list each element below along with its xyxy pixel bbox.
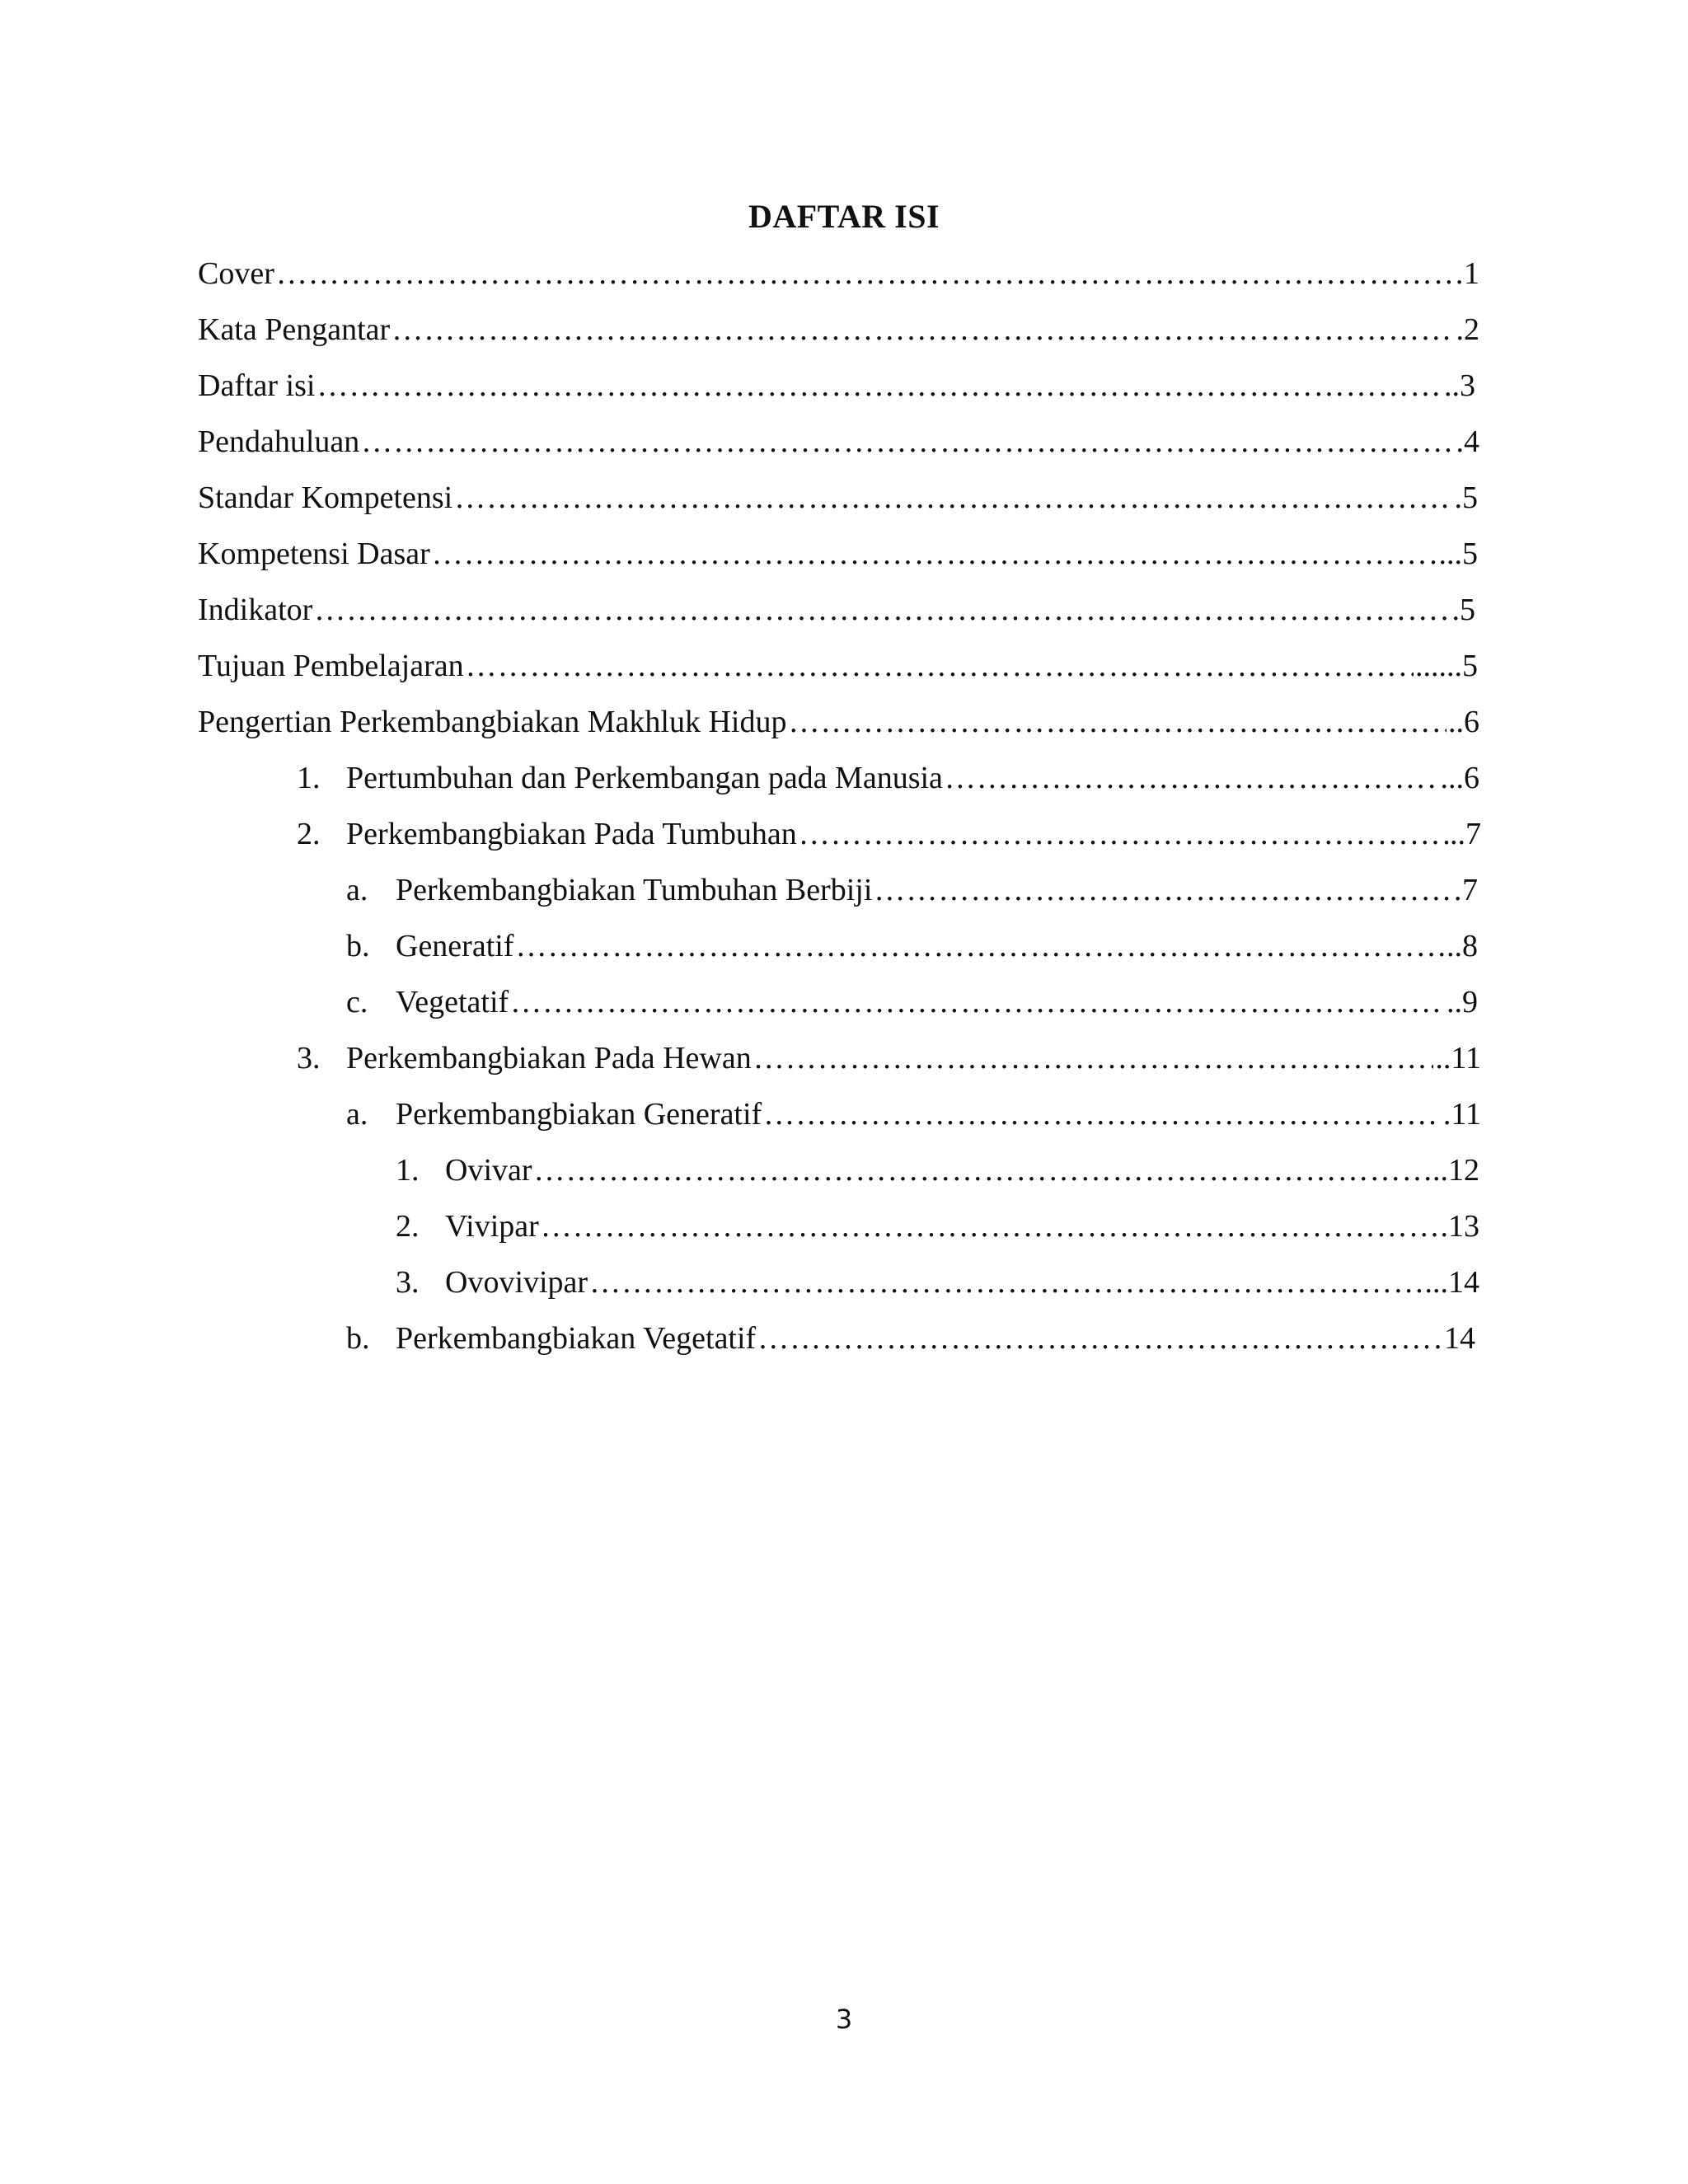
toc-entry-label: Tujuan Pembelajaran <box>198 649 464 683</box>
toc-entry <box>198 644 1478 687</box>
toc-entry-page: .5 <box>1454 480 1478 515</box>
toc-entry-label: Perkembangbiakan Pada Hewan <box>346 1041 752 1076</box>
toc-leader-dots <box>316 364 1442 407</box>
toc-entry <box>396 1261 1479 1304</box>
toc-entry-page: .5 <box>1451 593 1475 627</box>
toc-entry-label: Standar Kompetensi <box>198 480 453 515</box>
toc-entry-number: c. <box>346 985 368 1019</box>
toc-entry-page: ..9 <box>1447 985 1478 1019</box>
toc-entry <box>198 588 1475 631</box>
toc-entry-number: 1. <box>297 761 321 795</box>
toc-entry-number: a. <box>346 1097 368 1132</box>
toc-leader-dots <box>589 1261 1423 1304</box>
toc-entry-page: ..12 <box>1432 1153 1479 1188</box>
toc-leader-dots <box>276 252 1462 295</box>
toc-entry <box>297 1037 1481 1080</box>
toc-entry-page: 7 <box>1462 873 1478 907</box>
toc-entry-label: Indikator <box>198 593 313 627</box>
toc-entry-label: Daftar isi <box>198 368 316 403</box>
toc-entry-number: b. <box>346 929 370 963</box>
toc-entry-label: Perkembangbiakan Pada Tumbuhan <box>346 817 797 851</box>
toc-entry-number: 2. <box>396 1209 420 1244</box>
toc-leader-dots <box>757 1317 1442 1360</box>
toc-leader-dots <box>466 644 1414 687</box>
toc-entry <box>198 532 1478 575</box>
toc-entry-page: ..7 <box>1450 817 1481 851</box>
toc-entry-number: 1. <box>396 1153 420 1188</box>
toc-entry <box>198 364 1475 407</box>
toc-leader-dots <box>874 869 1461 912</box>
toc-entry-page: ..3 <box>1444 368 1475 403</box>
toc-entry-page: ...14 <box>1424 1265 1479 1300</box>
toc-entry <box>198 252 1479 295</box>
toc-leader-dots <box>788 701 1447 743</box>
toc-leader-dots <box>753 1037 1434 1080</box>
toc-entry <box>297 757 1479 799</box>
toc-entry-page: 1 <box>1464 256 1479 291</box>
toc-leader-dots <box>515 925 1445 968</box>
toc-entry-number: b. <box>346 1321 370 1356</box>
toc-entry <box>346 925 1478 968</box>
toc-entry <box>346 981 1478 1024</box>
toc-entry-page: ..6 <box>1448 705 1479 739</box>
toc-entry-page: ...5 <box>1438 537 1478 571</box>
toc-leader-dots <box>314 588 1450 631</box>
toc-entry-label: Ovivar <box>445 1153 532 1188</box>
toc-entry <box>396 1205 1479 1248</box>
toc-entry-number: 3. <box>396 1265 420 1300</box>
toc-entry <box>396 1149 1479 1192</box>
toc-entry <box>297 813 1481 855</box>
toc-entry <box>346 869 1478 912</box>
toc-entry-label: Generatif <box>396 929 514 963</box>
toc-leader-dots <box>799 813 1448 855</box>
toc-entry-number: 3. <box>297 1041 321 1076</box>
toc-entry-page: ..11 <box>1435 1041 1481 1076</box>
toc-entry-label: Vivipar <box>445 1209 539 1244</box>
toc-entry-label: Pengertian Perkembangbiakan Makhluk Hidup <box>198 705 787 739</box>
toc-entry-page: .4 <box>1456 424 1479 459</box>
toc-entry-label: Cover <box>198 256 274 291</box>
toc-entry-page: 14 <box>1444 1321 1475 1356</box>
toc-entry-label: Perkembangbiakan Tumbuhan Berbiji <box>396 873 873 907</box>
toc-entry-page: ...6 <box>1440 761 1479 795</box>
toc-leader-dots <box>361 420 1454 463</box>
toc-entry-label: Pendahuluan <box>198 424 360 459</box>
toc-entry-page: ..8 <box>1447 929 1478 963</box>
toc-entry-page: .11 <box>1442 1097 1481 1132</box>
toc-leader-dots <box>763 1093 1442 1136</box>
toc-entry-label: Vegetatif <box>396 985 509 1019</box>
toc-entry-number: 2. <box>297 817 321 851</box>
toc-entry-page: .2 <box>1456 312 1479 347</box>
toc-entry-label: Perkembangbiakan Vegetatif <box>396 1321 757 1356</box>
toc-entry <box>198 420 1479 463</box>
toc-leader-dots <box>454 476 1452 519</box>
page-number: 3 <box>835 2004 853 2035</box>
toc-entry <box>198 701 1479 743</box>
toc-entry-label: Kata Pengantar <box>198 312 391 347</box>
toc-leader-dots <box>432 532 1437 575</box>
toc-entry-label: Ovovivipar <box>445 1265 588 1300</box>
toc-leader-dots <box>945 757 1439 799</box>
toc-entry-label: Kompetensi Dasar <box>198 537 430 571</box>
toc-entry-page: .13 <box>1440 1209 1479 1244</box>
toc-entry-number: a. <box>346 873 368 907</box>
toc-entry <box>346 1093 1481 1136</box>
page-title: DAFTAR ISI <box>748 198 940 235</box>
toc-entry-label: Perkembangbiakan Generatif <box>396 1097 762 1132</box>
toc-leader-dots <box>510 981 1445 1024</box>
toc-entry <box>198 476 1478 519</box>
toc-entry-page: ......5 <box>1415 649 1478 683</box>
toc-leader-dots <box>541 1205 1439 1248</box>
toc-entry <box>198 308 1479 351</box>
toc-entry-label: Pertumbuhan dan Perkembangan pada Manusia <box>346 761 943 795</box>
toc-leader-dots <box>534 1149 1431 1192</box>
toc-entry <box>346 1317 1475 1360</box>
toc-leader-dots <box>392 308 1454 351</box>
